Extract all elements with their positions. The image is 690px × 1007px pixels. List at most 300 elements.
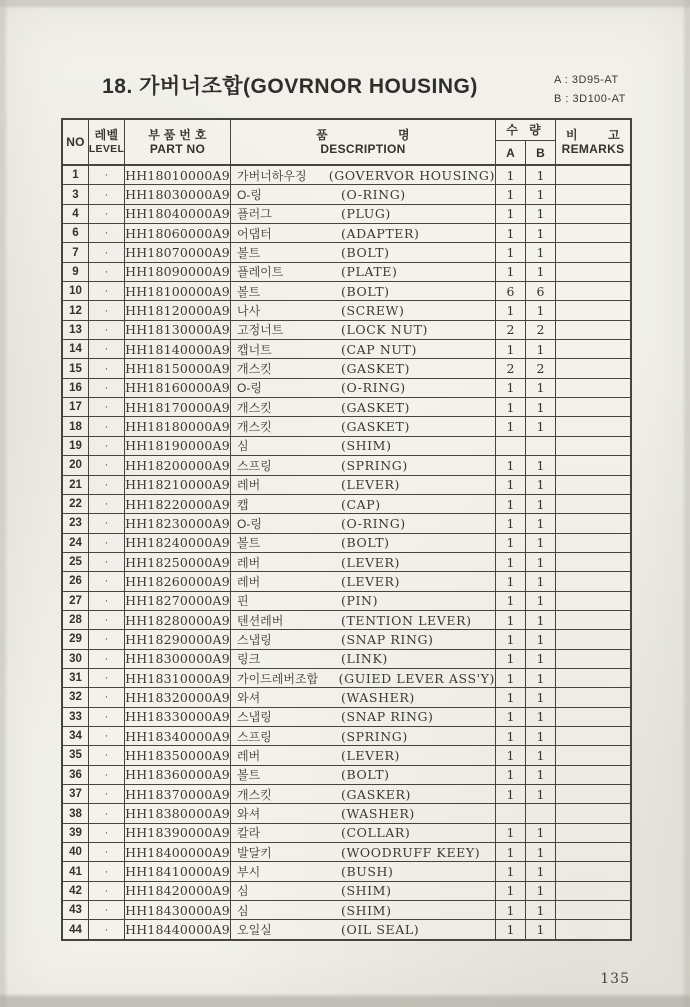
part-name-english: (GASKET)	[341, 361, 410, 377]
table-row	[63, 263, 630, 282]
table-row	[63, 166, 630, 185]
cell-description	[231, 688, 496, 706]
cell-remarks	[556, 862, 630, 880]
cell-level: ·	[89, 243, 125, 261]
part-name-korean: O-링	[237, 188, 262, 203]
cell-qty-b: 1	[526, 514, 556, 532]
table-row	[63, 611, 630, 630]
part-name-english: (O-RING)	[341, 187, 406, 203]
cell-qty-a: 1	[496, 650, 526, 668]
cell-part-no: HH18300000A9	[125, 651, 230, 667]
part-name-english: (BUSH)	[341, 864, 394, 880]
cell-qty-a: 1	[496, 205, 526, 223]
cell-description	[231, 205, 496, 223]
cell-qty-b: 2	[526, 359, 556, 377]
header-level	[89, 120, 125, 164]
cell-qty-a: 2	[496, 321, 526, 339]
cell-qty-a: 1	[496, 862, 526, 880]
cell-level: ·	[89, 727, 125, 745]
header-qty-b: B	[536, 145, 545, 160]
cell-qty-a	[496, 804, 526, 822]
cell-qty-b: 2	[526, 321, 556, 339]
cell-part-no: HH18130000A9	[125, 322, 230, 338]
cell-part-no: HH18320000A9	[125, 689, 230, 705]
table-row	[63, 592, 630, 611]
cell-qty-a: 1	[496, 688, 526, 706]
cell-qty-a: 1	[496, 263, 526, 281]
part-name-english: (TENTION LEVER)	[341, 612, 472, 628]
cell-qty-a: 1	[496, 824, 526, 842]
table-row	[63, 708, 630, 727]
cell-remarks	[556, 650, 630, 668]
cell-part-no: HH18200000A9	[125, 457, 230, 473]
cell-level: ·	[89, 708, 125, 726]
cell-part-no: HH18220000A9	[125, 496, 230, 512]
cell-qty-a: 1	[496, 882, 526, 900]
cell-part-no: HH18430000A9	[125, 902, 230, 918]
header-quantity	[496, 120, 556, 164]
header-no-label: NO	[66, 135, 85, 149]
cell-remarks	[556, 746, 630, 764]
cell-qty-a: 1	[496, 166, 526, 184]
part-name-english: (GOVERVOR HOUSING)	[328, 167, 495, 183]
cell-level: ·	[89, 862, 125, 880]
part-name-korean: 고정너트	[237, 323, 284, 338]
part-name-english: (WOODRUFF KEEY)	[341, 844, 481, 860]
table-row	[63, 495, 630, 514]
part-name-korean: 스냅링	[237, 632, 272, 647]
page-number: 135	[600, 971, 630, 987]
cell-qty-a: 1	[496, 669, 526, 687]
cell-no: 13	[63, 321, 89, 339]
cell-qty-a: 1	[496, 476, 526, 494]
table-row	[63, 514, 630, 533]
table-row	[63, 746, 630, 765]
cell-remarks	[556, 224, 630, 242]
cell-part-no: HH18120000A9	[125, 303, 230, 319]
cell-description	[231, 379, 496, 397]
cell-part-no: HH18010000A9	[125, 167, 230, 183]
cell-level: ·	[89, 166, 125, 184]
cell-qty-a: 1	[496, 398, 526, 416]
cell-description	[231, 359, 496, 377]
header-level-kr: 레벨	[94, 128, 119, 142]
cell-qty-b: 1	[526, 205, 556, 223]
cell-level: ·	[89, 650, 125, 668]
table-row	[63, 437, 630, 456]
table-row	[63, 185, 630, 204]
cell-remarks	[556, 417, 630, 435]
header-part-en: PART NO	[149, 142, 206, 156]
cell-part-no: HH18230000A9	[125, 515, 230, 531]
part-name-korean: 오일실	[237, 923, 272, 938]
cell-level: ·	[89, 205, 125, 223]
cell-no: 25	[63, 553, 89, 571]
cell-no: 17	[63, 398, 89, 416]
cell-qty-b: 1	[526, 882, 556, 900]
cell-level: ·	[89, 301, 125, 319]
cell-remarks	[556, 534, 630, 552]
header-qty-ab	[496, 141, 555, 164]
cell-no: 42	[63, 882, 89, 900]
part-name-english: (SPRING)	[341, 457, 408, 473]
cell-no: 4	[63, 205, 89, 223]
cell-part-no: HH18340000A9	[125, 728, 230, 744]
cell-qty-b: 1	[526, 185, 556, 203]
part-name-korean: 레버	[237, 478, 261, 493]
cell-level: ·	[89, 611, 125, 629]
cell-remarks	[556, 920, 630, 938]
part-name-english: (WASHER)	[341, 689, 415, 705]
header-remarks-kr: 비 고	[566, 128, 620, 142]
variant-a-label: A : 3D95-AT	[554, 74, 619, 86]
cell-remarks	[556, 688, 630, 706]
cell-no: 16	[63, 379, 89, 397]
cell-description	[231, 708, 496, 726]
cell-description	[231, 766, 496, 784]
part-name-english: (GASKET)	[341, 419, 410, 435]
table-row	[63, 282, 630, 301]
part-name-english: (ADAPTER)	[341, 225, 420, 241]
cell-level: ·	[89, 824, 125, 842]
cell-remarks	[556, 804, 630, 822]
cell-level: ·	[89, 224, 125, 242]
cell-level: ·	[89, 263, 125, 281]
cell-qty-b: 1	[526, 862, 556, 880]
cell-description	[231, 727, 496, 745]
cell-qty-a: 1	[496, 340, 526, 358]
cell-part-no: HH18400000A9	[125, 844, 230, 860]
cell-level: ·	[89, 398, 125, 416]
cell-level: ·	[89, 495, 125, 513]
cell-level: ·	[89, 746, 125, 764]
cell-qty-b: 1	[526, 553, 556, 571]
part-name-korean: 개스킷	[237, 420, 272, 435]
cell-no: 7	[63, 243, 89, 261]
cell-remarks	[556, 301, 630, 319]
cell-description	[231, 185, 496, 203]
cell-no: 32	[63, 688, 89, 706]
part-name-korean: 발달키	[237, 845, 272, 860]
cell-level: ·	[89, 882, 125, 900]
cell-description	[231, 476, 496, 494]
cell-qty-b: 1	[526, 301, 556, 319]
cell-part-no: HH18330000A9	[125, 709, 230, 725]
cell-qty-a: 1	[496, 630, 526, 648]
cell-no: 6	[63, 224, 89, 242]
table-row	[63, 882, 630, 901]
table-row	[63, 901, 630, 920]
cell-part-no: HH18250000A9	[125, 554, 230, 570]
cell-part-no: HH18170000A9	[125, 399, 230, 415]
part-name-korean: 스프링	[237, 458, 272, 473]
cell-level: ·	[89, 785, 125, 803]
cell-level: ·	[89, 514, 125, 532]
cell-level: ·	[89, 476, 125, 494]
header-desc-en: DESCRIPTION	[320, 142, 406, 156]
cell-qty-b: 1	[526, 920, 556, 938]
cell-part-no: HH18150000A9	[125, 361, 230, 377]
cell-level: ·	[89, 572, 125, 590]
table-row	[63, 688, 630, 707]
cell-qty-b: 1	[526, 901, 556, 919]
cell-level: ·	[89, 359, 125, 377]
cell-qty-b: 1	[526, 572, 556, 590]
cell-qty-a: 1	[496, 301, 526, 319]
cell-no: 20	[63, 456, 89, 474]
part-name-korean: 캡	[237, 497, 249, 512]
part-name-korean: 볼트	[237, 768, 261, 783]
cell-part-no: HH18280000A9	[125, 612, 230, 628]
cell-description	[231, 882, 496, 900]
cell-description	[231, 321, 496, 339]
cell-qty-a: 1	[496, 379, 526, 397]
cell-remarks	[556, 321, 630, 339]
cell-no: 38	[63, 804, 89, 822]
cell-part-no: HH18180000A9	[125, 419, 230, 435]
table-row	[63, 417, 630, 436]
part-name-korean: 어댑터	[237, 226, 272, 241]
cell-remarks	[556, 727, 630, 745]
cell-description	[231, 456, 496, 474]
cell-description	[231, 785, 496, 803]
cell-level: ·	[89, 340, 125, 358]
cell-part-no: HH18070000A9	[125, 245, 230, 261]
table-row	[63, 843, 630, 862]
cell-remarks	[556, 205, 630, 223]
cell-description	[231, 340, 496, 358]
cell-description	[231, 263, 496, 281]
cell-part-no: HH18140000A9	[125, 341, 230, 357]
cell-remarks	[556, 882, 630, 900]
cell-no: 26	[63, 572, 89, 590]
cell-remarks	[556, 437, 630, 455]
part-name-english: (LEVER)	[341, 477, 400, 493]
cell-level: ·	[89, 669, 125, 687]
cell-part-no: HH18240000A9	[125, 535, 230, 551]
cell-description	[231, 804, 496, 822]
cell-no: 44	[63, 920, 89, 938]
cell-no: 28	[63, 611, 89, 629]
cell-description	[231, 592, 496, 610]
cell-remarks	[556, 901, 630, 919]
cell-qty-b: 1	[526, 476, 556, 494]
cell-description	[231, 495, 496, 513]
cell-remarks	[556, 185, 630, 203]
cell-remarks	[556, 282, 630, 300]
table-row	[63, 398, 630, 417]
cell-qty-a: 1	[496, 417, 526, 435]
cell-qty-a: 1	[496, 553, 526, 571]
cell-qty-a: 1	[496, 185, 526, 203]
header-qty-kr: 수 량	[496, 120, 555, 141]
cell-part-no: HH18440000A9	[125, 922, 230, 938]
table-row	[63, 359, 630, 378]
cell-remarks	[556, 263, 630, 281]
cell-no: 12	[63, 301, 89, 319]
header-no	[63, 120, 89, 164]
cell-remarks	[556, 243, 630, 261]
part-name-korean: 스프링	[237, 729, 272, 744]
header-desc-kr: 품 명	[316, 128, 410, 142]
part-name-korean: 와셔	[237, 690, 261, 705]
table-row	[63, 804, 630, 823]
part-name-english: (O-RING)	[341, 515, 406, 531]
cell-remarks	[556, 572, 630, 590]
part-name-english: (SHIM)	[341, 438, 392, 454]
part-name-english: (LEVER)	[341, 554, 400, 570]
header-part-kr: 부 품 번 호	[148, 128, 207, 142]
cell-part-no: HH18030000A9	[125, 187, 230, 203]
cell-level: ·	[89, 417, 125, 435]
cell-qty-b	[526, 437, 556, 455]
cell-level: ·	[89, 456, 125, 474]
cell-no: 35	[63, 746, 89, 764]
cell-qty-a: 1	[496, 572, 526, 590]
cell-qty-a: 1	[496, 514, 526, 532]
part-name-korean: 볼트	[237, 284, 261, 299]
part-name-english: (SHIM)	[341, 883, 392, 899]
cell-description	[231, 301, 496, 319]
cell-qty-b: 1	[526, 166, 556, 184]
cell-level: ·	[89, 688, 125, 706]
table-row	[63, 456, 630, 475]
cell-qty-a: 2	[496, 359, 526, 377]
cell-qty-b: 1	[526, 534, 556, 552]
cell-qty-b: 1	[526, 843, 556, 861]
cell-part-no: HH18210000A9	[125, 477, 230, 493]
cell-part-no: HH18360000A9	[125, 767, 230, 783]
cell-qty-a: 1	[496, 611, 526, 629]
table-row	[63, 727, 630, 746]
cell-level: ·	[89, 282, 125, 300]
cell-remarks	[556, 340, 630, 358]
cell-qty-a: 1	[496, 708, 526, 726]
cell-qty-b: 1	[526, 224, 556, 242]
cell-remarks	[556, 514, 630, 532]
table-row	[63, 321, 630, 340]
cell-part-no: HH18310000A9	[125, 670, 230, 686]
cell-no: 24	[63, 534, 89, 552]
table-row	[63, 766, 630, 785]
part-name-korean: 플러그	[237, 207, 272, 222]
cell-remarks	[556, 476, 630, 494]
part-name-korean: O-링	[237, 516, 262, 531]
cell-level: ·	[89, 321, 125, 339]
cell-qty-a: 1	[496, 495, 526, 513]
header-qty-a: A	[496, 141, 526, 164]
header-level-en: LEVEL	[88, 143, 125, 155]
part-name-english: (CAP NUT)	[341, 341, 417, 357]
table-row	[63, 920, 630, 938]
cell-remarks	[556, 785, 630, 803]
table-row	[63, 243, 630, 262]
header-description	[231, 120, 496, 164]
cell-no: 41	[63, 862, 89, 880]
part-name-english: (OIL SEAL)	[341, 922, 420, 938]
part-name-korean: 개스킷	[237, 362, 272, 377]
cell-description	[231, 398, 496, 416]
cell-qty-b: 1	[526, 669, 556, 687]
cell-description	[231, 862, 496, 880]
cell-no: 10	[63, 282, 89, 300]
cell-no: 37	[63, 785, 89, 803]
cell-remarks	[556, 611, 630, 629]
table-row	[63, 650, 630, 669]
cell-qty-a: 1	[496, 243, 526, 261]
cell-qty-b: 1	[526, 243, 556, 261]
cell-description	[231, 650, 496, 668]
cell-part-no: HH18060000A9	[125, 225, 230, 241]
part-name-korean: 와셔	[237, 807, 261, 822]
part-name-english: (BOLT)	[341, 283, 390, 299]
cell-qty-a: 1	[496, 456, 526, 474]
part-name-english: (LEVER)	[341, 747, 400, 763]
part-name-korean: 나사	[237, 304, 261, 319]
cell-remarks	[556, 359, 630, 377]
cell-remarks	[556, 592, 630, 610]
cell-qty-a: 1	[496, 534, 526, 552]
page-title: 18. 가버너조합(GOVRNOR HOUSING)	[102, 75, 478, 98]
cell-qty-b	[526, 804, 556, 822]
cell-remarks	[556, 708, 630, 726]
table-row	[63, 785, 630, 804]
cell-description	[231, 669, 496, 687]
cell-no: 1	[63, 166, 89, 184]
cell-qty-a: 1	[496, 766, 526, 784]
cell-level: ·	[89, 379, 125, 397]
cell-qty-b: 1	[526, 340, 556, 358]
cell-no: 21	[63, 476, 89, 494]
cell-qty-a: 1	[496, 843, 526, 861]
cell-remarks	[556, 456, 630, 474]
part-name-korean: 레버	[237, 748, 261, 763]
part-name-korean: 칼라	[237, 826, 261, 841]
part-name-korean: 레버	[237, 574, 261, 589]
cell-no: 36	[63, 766, 89, 784]
part-name-english: (SPRING)	[341, 728, 408, 744]
cell-qty-b: 1	[526, 263, 556, 281]
cell-remarks	[556, 824, 630, 842]
cell-part-no: HH18160000A9	[125, 380, 230, 396]
cell-qty-b: 1	[526, 766, 556, 784]
cell-description	[231, 824, 496, 842]
cell-no: 9	[63, 263, 89, 281]
cell-description	[231, 437, 496, 455]
cell-level: ·	[89, 592, 125, 610]
cell-level: ·	[89, 185, 125, 203]
part-name-korean: 캡너트	[237, 342, 272, 357]
cell-description	[231, 901, 496, 919]
cell-no: 43	[63, 901, 89, 919]
cell-no: 31	[63, 669, 89, 687]
cell-level: ·	[89, 553, 125, 571]
cell-description	[231, 553, 496, 571]
part-name-english: (LINK)	[341, 651, 388, 667]
cell-qty-a: 1	[496, 224, 526, 242]
cell-no: 14	[63, 340, 89, 358]
cell-no: 3	[63, 185, 89, 203]
cell-qty-a: 1	[496, 727, 526, 745]
cell-remarks	[556, 766, 630, 784]
part-name-english: (WASHER)	[341, 806, 415, 822]
table-row	[63, 205, 630, 224]
cell-description	[231, 282, 496, 300]
cell-no: 40	[63, 843, 89, 861]
cell-description	[231, 224, 496, 242]
part-name-korean: 텐션레버	[237, 613, 284, 628]
table-row	[63, 630, 630, 649]
